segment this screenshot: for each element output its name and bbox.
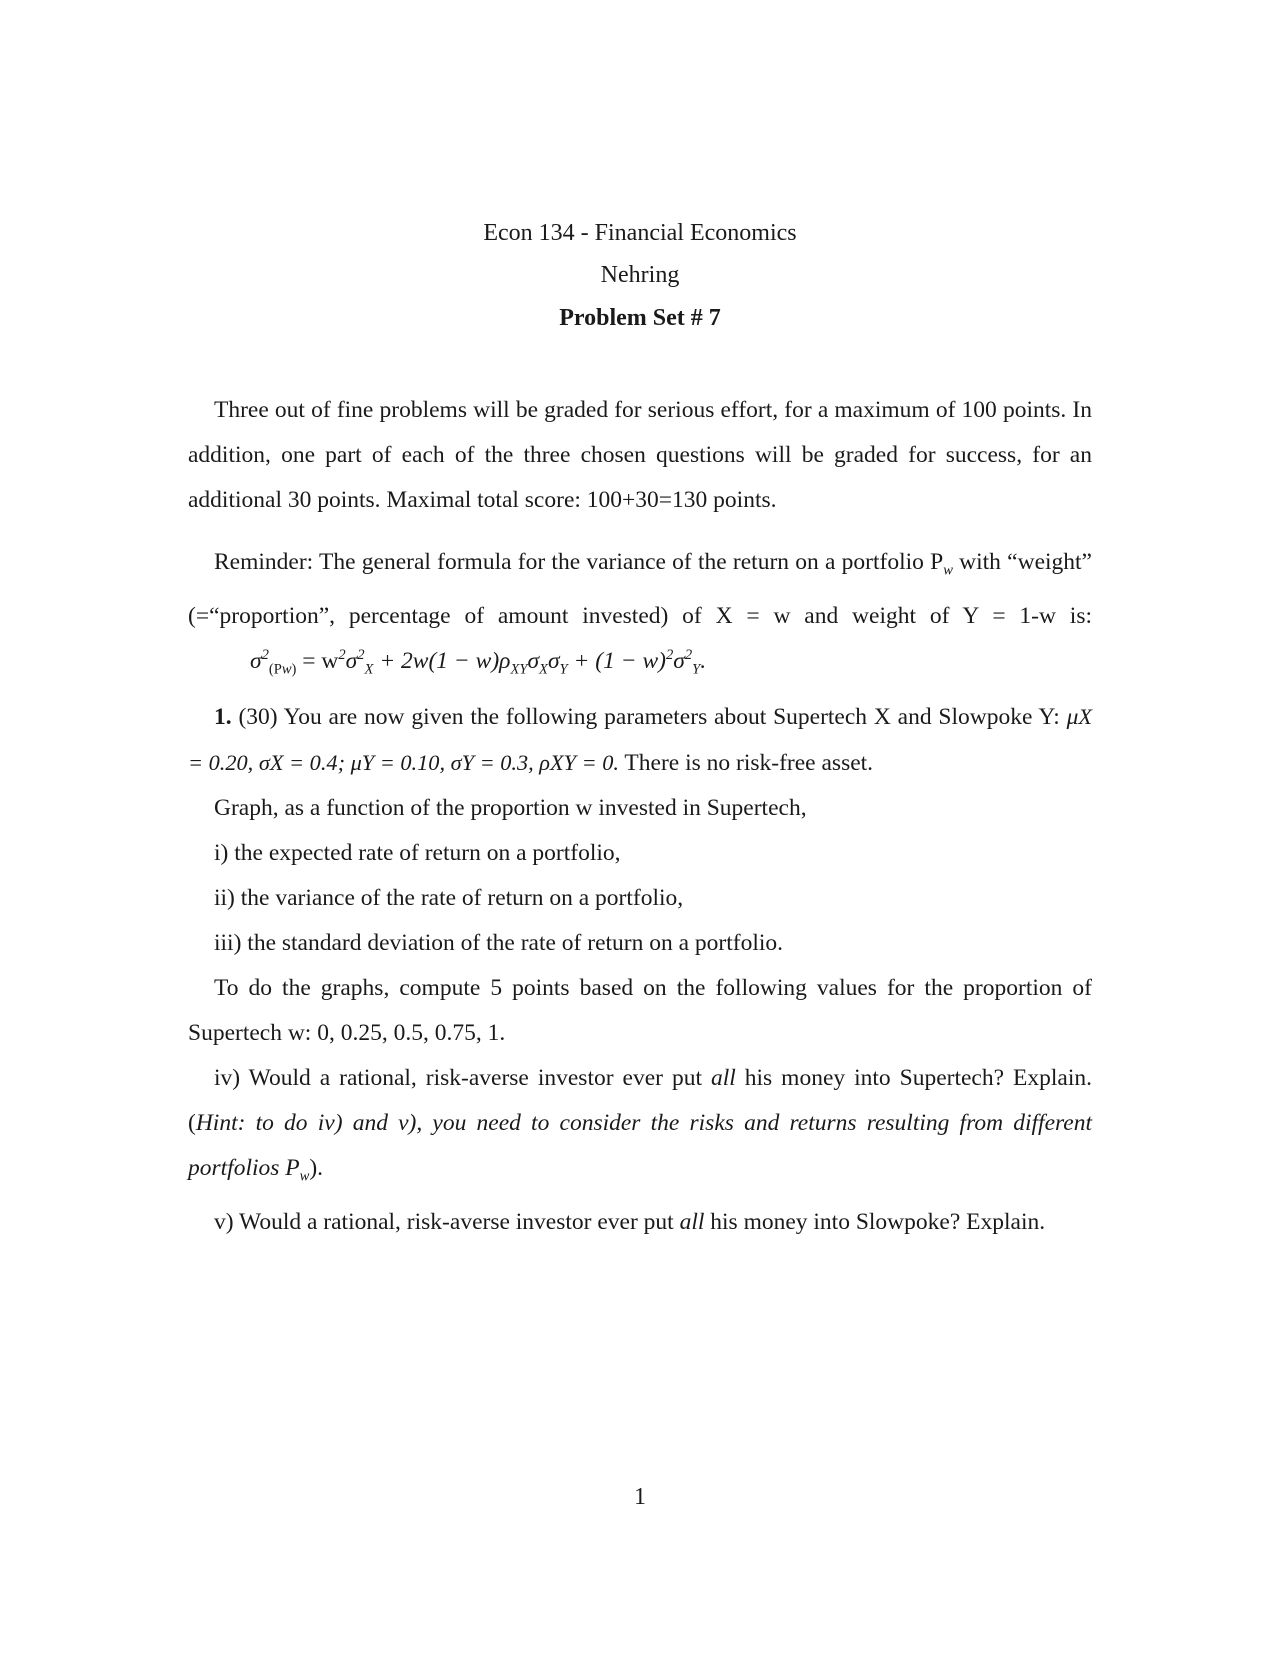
item-iv: iv) Would a rational, risk-averse investor ever put all his money into Supertech? Explain. (Hint: to do iv) and v), you need to consider the risks and returns resulting from different portfolios $P_w$). — [188, 1065, 1092, 1185]
item-ii: ii) the variance of the rate of return on a portfolio, — [214, 885, 684, 911]
graph-intro: Graph, as a function of the proportion w invested in Supertech, — [214, 795, 807, 821]
question-points: (30) — [238, 704, 278, 730]
reminder-paragraph — [188, 540, 1092, 684]
question-1 — [188, 694, 1092, 1245]
compute-instructions: To do the graphs, compute 5 points based on the following values for the proportion of Supertech w: 0, 0.25, 0.5, 0.75, 1. — [188, 975, 1092, 1046]
params-mu: μ — [1066, 704, 1079, 730]
item-iii: iii) the standard deviation of the rate of return on a portfolio. — [214, 930, 784, 956]
question-number: 1. — [214, 704, 232, 730]
problem-set-title: Problem Set # 7 — [559, 305, 721, 331]
instructor-name: Nehring — [600, 262, 680, 288]
item-v: v) Would a rational, risk-averse investor ever put all his money into Slowpoke? Explain. — [214, 1208, 1046, 1235]
question-text-1: You are now given the following parameters about Supertech X and Slowpoke Y: — [277, 704, 1067, 730]
reminder-lead: Reminder: The general formula for the variance of the return on a portfolio P — [214, 549, 944, 575]
param-line: X = 0.20, σX = 0.4; μY = 0.10, σY = 0.3, ρXY = 0. — [188, 704, 1093, 775]
variance-formula: $\sigma^2_{(Pw)} = w^2\sigma^2_X + 2w(1 - w)\rho_{XY}\sigma_X\sigma_Y + (1 - w)^2\sigma^2_Y$. — [250, 646, 707, 678]
intro-text: Three out of fine problems will be graded for serious effort, for a maximum of 100 points. In addition, one part of each of the three chosen questions will be graded for success, for an additional 30 points. Maximal total score: 100+30=130 points. — [188, 397, 1092, 513]
intro-paragraph — [188, 388, 1092, 523]
reminder-sub-w: w — [943, 562, 953, 579]
item-i: i) the expected rate of return on a portfolio, — [214, 840, 621, 866]
question-text-2: There is no risk-free asset. — [618, 750, 874, 776]
hint-text: Hint: to do iv) and v), you need to consider the risks and returns resulting from different portfolios P — [188, 1110, 1092, 1181]
course-title: Econ 134 - Financial Economics — [483, 220, 797, 246]
page-number: 1 — [634, 1484, 646, 1510]
reminder-text: with “weight” (=“proportion”, percentage of amount invested) of X = w and weight of Y = 1-w is: — [188, 549, 1092, 629]
